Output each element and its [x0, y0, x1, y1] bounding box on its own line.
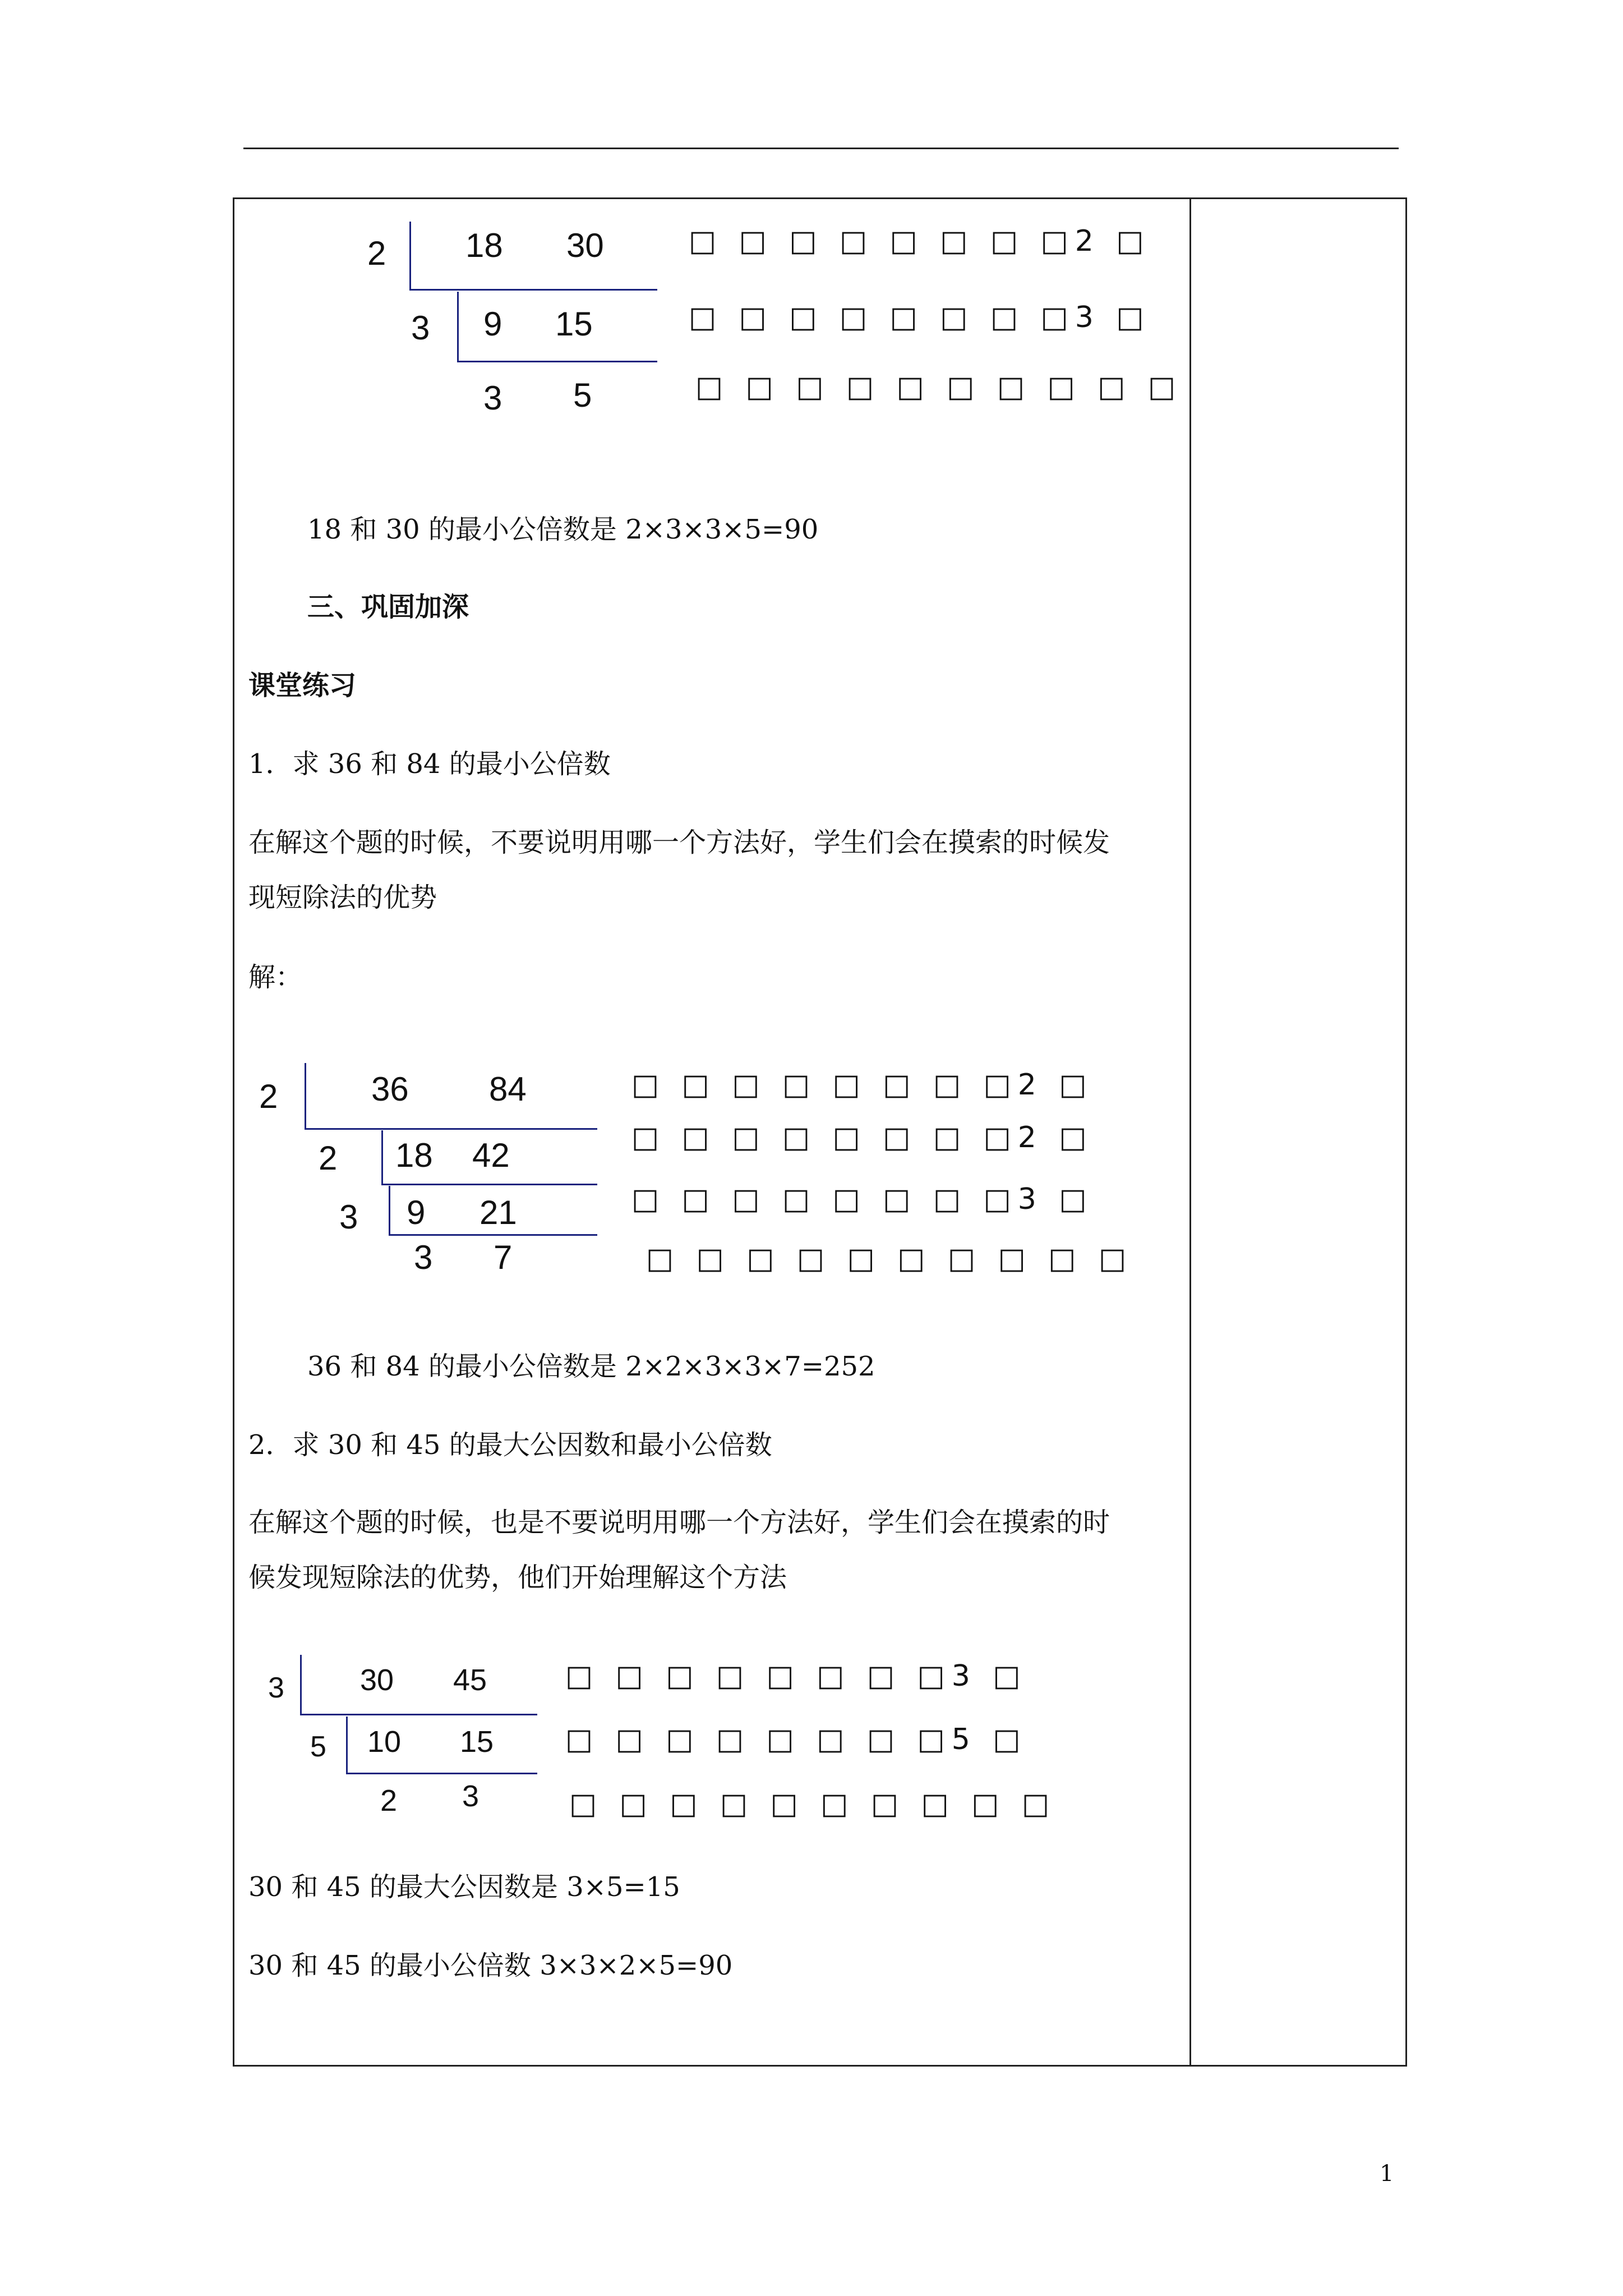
question-title: 2．求 30 和 45 的最大公因数和最小公倍数 — [248, 1429, 772, 1461]
annotation: □ □ □ □ □ □ □ □2 □ — [689, 224, 1151, 258]
quotient: 9 — [407, 1194, 426, 1231]
division-bracket — [381, 1130, 383, 1184]
dividend: 36 — [371, 1070, 409, 1108]
division-bracket — [457, 292, 459, 362]
quotient: 3 — [462, 1779, 479, 1813]
annotation: □ □ □ □ □ □ □ □3 □ — [631, 1182, 1094, 1216]
divisor: 3 — [411, 309, 430, 347]
quotient: 10 — [367, 1725, 402, 1759]
question-description: 现短除法的优势 — [248, 882, 437, 913]
quotient: 18 — [395, 1137, 433, 1174]
annotation: □ □ □ □ □ □ □ □ □ □ — [646, 1242, 1133, 1276]
division-bracket — [300, 1714, 537, 1715]
question-description: 在解这个题的时候，也是不要说明用哪一个方法好，学生们会在摸索的时 — [248, 1507, 1110, 1538]
solution-label: 解： — [248, 961, 303, 993]
header-rule — [243, 148, 1399, 149]
annotation: □ □ □ □ □ □ □ □ □ □ — [569, 1787, 1057, 1821]
quotient: 3 — [483, 379, 502, 417]
division-bracket — [300, 1655, 302, 1714]
quotient: 5 — [573, 376, 592, 414]
question-title: 1．求 36 和 84 的最小公倍数 — [248, 748, 611, 780]
quotient: 15 — [460, 1725, 494, 1759]
division-bracket — [381, 1184, 597, 1185]
division-bracket — [409, 222, 411, 289]
annotation: □ □ □ □ □ □ □ □3 □ — [689, 301, 1151, 334]
quotient: 3 — [414, 1239, 433, 1276]
result-text: 18 和 30 的最小公倍数是 2×3×3×5=90 — [307, 514, 819, 545]
dividend: 84 — [489, 1070, 527, 1108]
section-heading: 三、巩固加深 — [307, 591, 469, 623]
quotient: 2 — [380, 1784, 398, 1818]
result-text: 30 和 45 的最大公因数是 3×5=15 — [248, 1871, 680, 1903]
annotation: □ □ □ □ □ □ □ □ □ □ — [695, 370, 1183, 404]
division-bracket — [389, 1186, 390, 1235]
question-description: 在解这个题的时候，不要说明用哪一个方法好，学生们会在摸索的时候发 — [248, 827, 1110, 858]
annotation: □ □ □ □ □ □ □ □5 □ — [565, 1723, 1027, 1756]
divisor: 2 — [259, 1078, 278, 1115]
division-bracket — [305, 1063, 306, 1129]
quotient: 9 — [483, 305, 502, 343]
division-bracket — [457, 361, 657, 362]
dividend: 18 — [465, 227, 503, 264]
division-bracket — [389, 1234, 597, 1236]
quotient: 7 — [494, 1239, 513, 1276]
divisor: 2 — [367, 234, 386, 272]
page-number: 1 — [1380, 2161, 1394, 2187]
question-description: 候发现短除法的优势，他们开始理解这个方法 — [248, 1562, 787, 1593]
divisor: 2 — [319, 1139, 338, 1177]
annotation: □ □ □ □ □ □ □ □3 □ — [565, 1659, 1027, 1693]
division-bracket — [409, 289, 657, 291]
quotient: 42 — [472, 1137, 510, 1174]
divisor: 3 — [339, 1198, 358, 1236]
dividend: 30 — [360, 1663, 394, 1697]
result-text: 30 和 45 的最小公倍数 3×3×2×5=90 — [248, 1950, 733, 1981]
dividend: 30 — [566, 227, 604, 264]
division-bracket — [346, 1773, 537, 1774]
divisor: 5 — [310, 1731, 326, 1763]
divisor: 3 — [268, 1672, 284, 1704]
annotation: □ □ □ □ □ □ □ □2 □ — [631, 1068, 1094, 1102]
quotient: 15 — [555, 305, 593, 343]
result-text: 36 和 84 的最小公倍数是 2×2×3×3×7=252 — [307, 1351, 875, 1382]
division-bracket — [346, 1717, 348, 1774]
division-bracket — [305, 1128, 597, 1130]
table-column-divider — [1189, 197, 1191, 2067]
annotation: □ □ □ □ □ □ □ □2 □ — [631, 1121, 1094, 1154]
practice-heading: 课堂练习 — [248, 670, 357, 701]
quotient: 21 — [479, 1194, 517, 1231]
dividend: 45 — [453, 1663, 487, 1697]
